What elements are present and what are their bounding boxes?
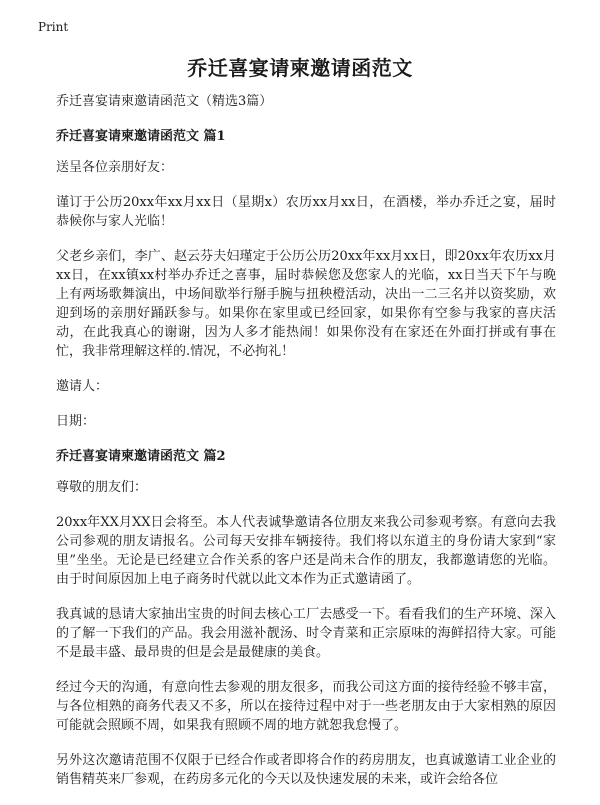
paragraph: 20xx年XX月XX日会将至。本人代表诚挚邀请各位朋友来我公司参观考察。有意向去我公司参观的朋友请报名。公司每天安排车辆接待。我们将以东道主的身份请大家到“家里”坐坐。无论是已经建立合作关系的客户还是尚未合作的朋友，我都邀请您的光临。由于时间原因加上电子商务时代就以此文本作为正式邀请函了。 [56,515,556,587]
section-heading-1: 乔迁喜宴请柬邀请函范文 篇1 [56,129,226,144]
paragraph: 日期： [56,414,96,429]
paragraph: 我真诚的恳请大家抽出宝贵的时间去核心工厂去感受一下。看看我们的生产环境、深入的了解一下我们的产品。我会用滋补靓汤、时令青菜和正宗原味的海鲜招待大家。可能不是最丰盛、最昂贵的但是会是最健康的美食。 [56,607,556,660]
paragraph: 尊敬的朋友们： [56,480,148,495]
paragraph: 父老乡亲们，李广、赵云芬夫妇瑾定于公历公历20xx年xx月xx日，即20xx年农历xx月xx日，在xx镇xx村举办乔迁之喜事，届时恭候您及您家人的光临，xx日当天下午与晚上有两场歌舞演出，中场间歇举行掰手腕与扭秧橙活动，决出一二三名并以资奖励，欢迎到场的亲朋好踊跃参与。如果你在家里或已经回家，如果你有空参与我家的喜庆活动，在此我真心的谢谢，因为人多才能热闹！如果你没有在家还在外面打拼或有事在忙，我非常理解这样的.情况，不必拘礼！ [56,249,556,359]
print-link[interactable]: Print [38,20,69,34]
section-heading-2: 乔迁喜宴请柬邀请函范文 篇2 [56,449,226,464]
paragraph: 邀请人： [56,379,109,394]
document-subtitle: 乔迁喜宴请柬邀请函范文（精选3篇） [56,94,273,109]
document-title: 乔迁喜宴请柬邀请函范文 [187,56,413,80]
paragraph: 经过今天的沟通，有意向性去参观的朋友很多，而我公司这方面的接待经验不够丰富，与各位相熟的商务代表又不多，所以在接待过程中对于一些老朋友由于大家相熟的原因可能就会照顾不周，如果我有照顾不周的地方就恕我怠慢了。 [56,680,556,733]
paragraph: 送呈各位亲朋好友： [56,160,174,175]
paragraph: 另外这次邀请范围不仅限于已经合作或者即将合作的药房朋友，也真诚邀请工业企业的销售精英来厂参观，在药房多元化的今天以及快速发展的未来，或许会给各位 [56,753,556,787]
document-body [56,92,556,805]
paragraph: 谨订于公历20xx年xx月xx日（星期x）农历xx月xx日，在酒楼，举办乔迁之宴，届时恭候你与家人光临！ [56,195,556,229]
